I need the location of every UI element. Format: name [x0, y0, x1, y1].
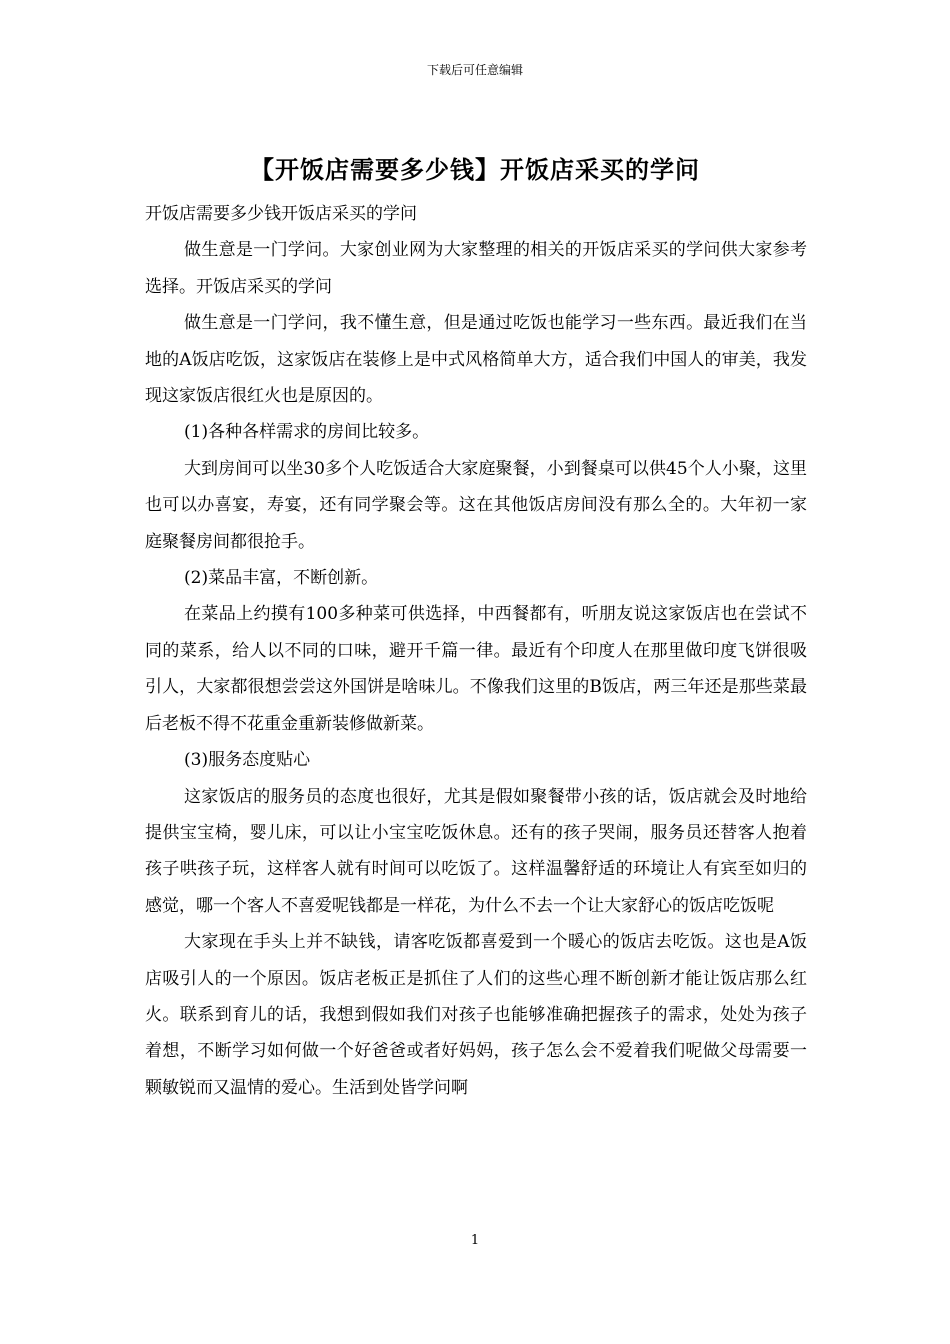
paragraph: 在菜品上约摸有100多种菜可供选择，中西餐都有，听朋友说这家饭店也在尝试不同的菜系，给人以不同的口味，避开千篇一律。最近有个印度人在那里做印度飞饼很吸引人，大家都很想尝尝这外国饼是啥味儿。不像我们这里的B饭店，两三年还是那些菜最后老板不得不花重金重新装修做新菜。	[145, 604, 807, 734]
paragraph: 做生意是一门学问。大家创业网为大家整理的相关的开饭店采买的学问供大家参考选择。开饭店采买的学问	[145, 240, 807, 297]
section-heading: (3)服务态度贴心	[184, 750, 311, 771]
paragraph: 大到房间可以坐30多个人吃饭适合大家庭聚餐，小到餐桌可以供45个人小聚，这里也可以办喜宴，寿宴，还有同学聚会等。这在其他饭店房间没有那么全的。大年初一家庭聚餐房间都很抢手。	[145, 458, 807, 552]
page-number: 1	[470, 1233, 480, 1248]
section-heading: (2)菜品丰富，不断创新。	[184, 568, 379, 589]
paragraph: 这家饭店的服务员的态度也很好，尤其是假如聚餐带小孩的话，饭店就会及时地给提供宝宝椅，婴儿床，可以让小宝宝吃饭休息。还有的孩子哭闹，服务员还替客人抱着孩子哄孩子玩，这样客人就有时间可以吃饭了。这样温馨舒适的环境让人有宾至如归的感觉，哪一个客人不喜爱呢钱都是一样花，为什么不去一个让大家舒心的饭店吃饭呢	[145, 786, 807, 916]
document-body	[145, 196, 807, 1106]
document-title: 【开饭店需要多少钱】开饭店采买的学问	[250, 155, 700, 184]
paragraph: 大家现在手头上并不缺钱，请客吃饭都喜爱到一个暖心的饭店去吃饭。这也是A饭店吸引人的一个原因。饭店老板正是抓住了人们的这些心理不断创新才能让饭店那么红火。联系到育儿的话，我想到假如我们对孩子也能够准确把握孩子的需求，处处为孩子着想，不断学习如何做一个好爸爸或者好妈妈，孩子怎么会不爱着我们呢做父母需要一颗敏锐而又温情的爱心。生活到处皆学问啊	[145, 932, 807, 1098]
page-header: 下载后可任意编辑	[426, 63, 523, 77]
paragraph: 做生意是一门学问，我不懂生意，但是通过吃饭也能学习一些东西。最近我们在当地的A饭店吃饭，这家饭店在装修上是中式风格简单大方，适合我们中国人的审美，我发现这家饭店很红火也是原因的。	[145, 313, 807, 407]
paragraph: 开饭店需要多少钱开饭店采买的学问	[145, 204, 417, 224]
section-heading: (1)各种各样需求的房间比较多。	[184, 422, 430, 443]
